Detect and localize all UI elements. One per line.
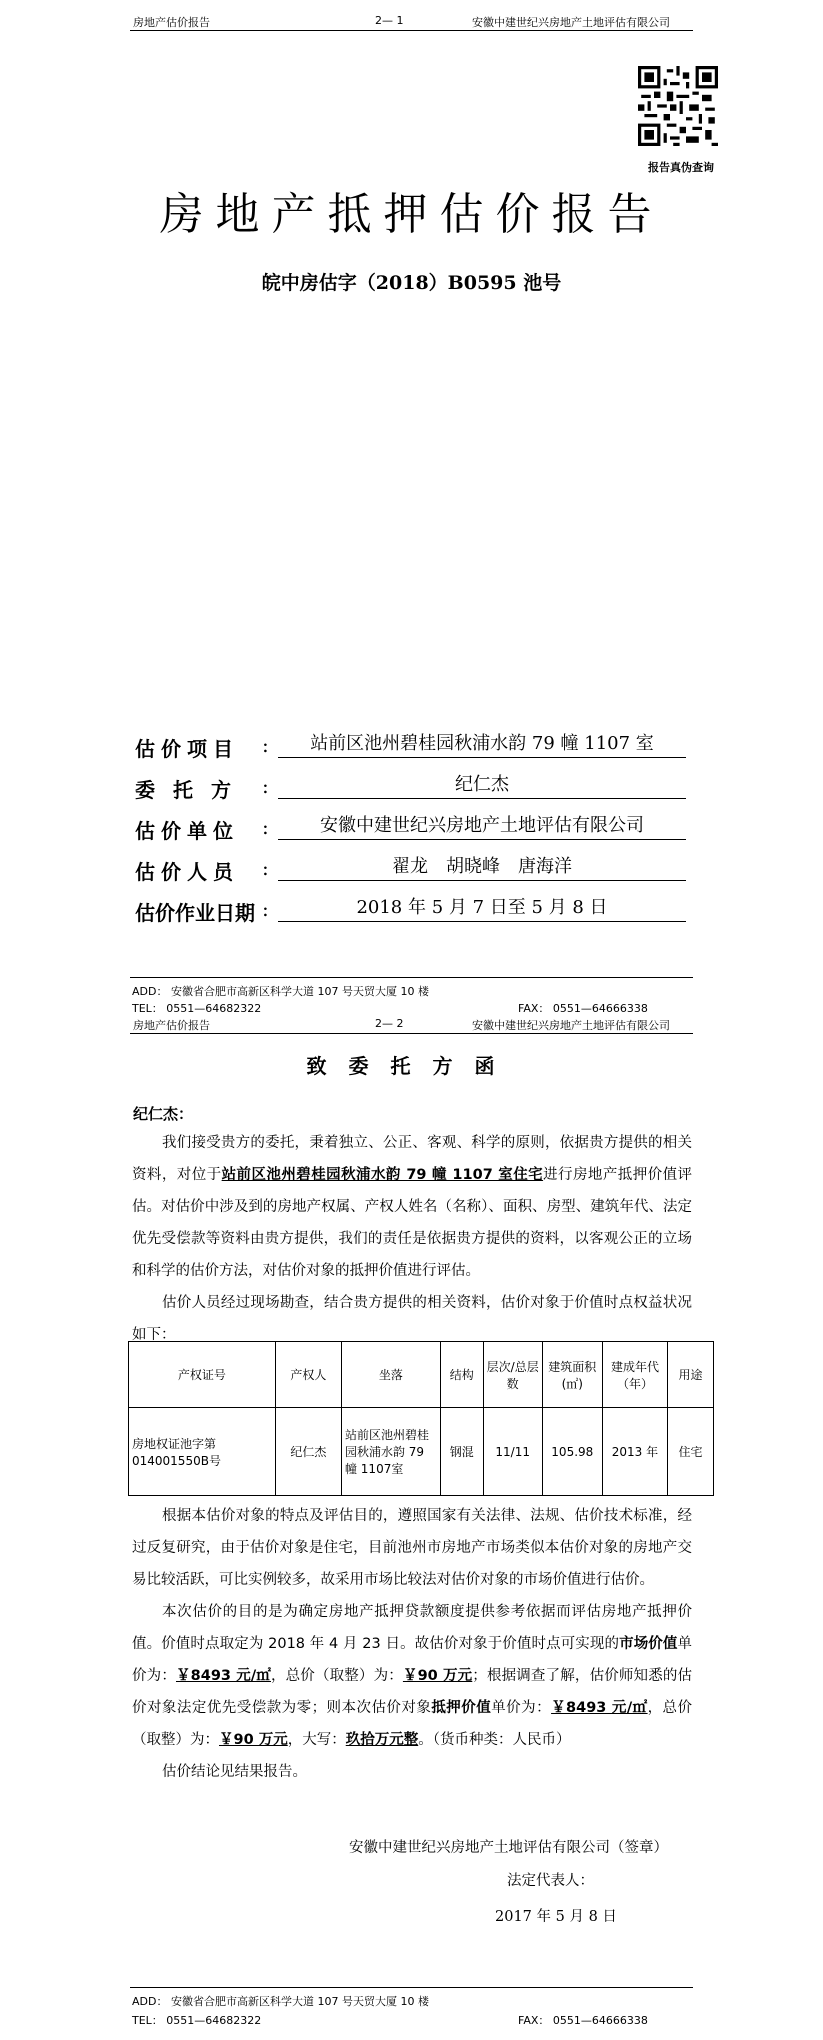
field-value-project: 站前区池州碧桂园秋浦水韵 79 幢 1107 室 <box>278 731 686 758</box>
header-right: 安徽中建世纪兴房地产土地评估有限公司 <box>472 1019 670 1032</box>
paragraph-2: 估价人员经过现场勘查，结合贵方提供的相关资料，估价对象于价值时点权益状况如下： <box>132 1295 692 1343</box>
table-header: 建筑面积(㎡) <box>542 1342 602 1408</box>
field-label-appraisers: 估价人员 <box>135 860 239 884</box>
paragraph-5: 估价结论见结果报告。 <box>162 1764 307 1780</box>
footer-address: ADD： 安徽省合肥市高新区科学大道 107 号天贸大厦 10 楼 <box>132 985 429 998</box>
signature-company: 安徽中建世纪兴房地产土地评估有限公司（签章） <box>349 1840 668 1856</box>
table-cell: 站前区池州碧桂园秋浦水韵 79 幢 1107室 <box>341 1408 440 1496</box>
table-cell: 2013 年 <box>602 1408 667 1496</box>
header-page-number: 2— 1 <box>375 14 404 27</box>
table-header: 坐落 <box>341 1342 440 1408</box>
header-right: 安徽中建世纪兴房地产土地评估有限公司 <box>472 16 670 29</box>
footer-tel: TEL： 0551—64682322 <box>132 2014 262 2027</box>
paragraph-3: 根据本估价对象的特点及评估目的，遵照国家有关法律、法规、估价技术标准，经过反复研究，由于估价对象是住宅，目前池州市房地产市场类似本估价对象的房地产交易比较活跃，可比实例较多，故采用市场比较法对估价对象的市场价值进行估价。 <box>132 1508 692 1588</box>
property-table <box>128 1341 714 1496</box>
field-label-project: 估价项目 <box>135 737 239 761</box>
qr-code-icon <box>638 66 718 146</box>
footer-rule <box>130 1987 693 1988</box>
table-cell: 房地权证池字第 014001550B号 <box>129 1408 276 1496</box>
footer-rule <box>130 977 693 978</box>
footer-fax: FAX： 0551—64666338 <box>518 1002 648 1015</box>
table-header: 产权人 <box>275 1342 341 1408</box>
header-left: 房地产估价报告 <box>133 1019 210 1032</box>
letter-title: 致委托方函 <box>306 1054 517 1078</box>
footer-tel: TEL： 0551—64682322 <box>132 1002 262 1015</box>
table-cell: 纪仁杰 <box>275 1408 341 1496</box>
table-cell: 钢混 <box>440 1408 483 1496</box>
field-value-appraisers: 翟龙 胡晓峰 唐海洋 <box>278 854 686 881</box>
field-label-work-date: 估价作业日期 <box>135 901 255 925</box>
table-cell: 11/11 <box>483 1408 542 1496</box>
table-header: 结构 <box>440 1342 483 1408</box>
table-header: 建成年代（年） <box>602 1342 667 1408</box>
table-row <box>129 1408 714 1496</box>
table-header: 产权证号 <box>129 1342 276 1408</box>
header-rule <box>130 30 693 31</box>
field-label-client: 委托方 <box>135 778 249 802</box>
table-header: 层次/总层数 <box>483 1342 542 1408</box>
table-cell: 住宅 <box>668 1408 714 1496</box>
signature-representative: 法定代表人： <box>507 1873 594 1889</box>
qr-caption: 报告真伪查询 <box>648 161 714 174</box>
property-address: 站前区池州碧桂园秋浦水韵 79 幢 1107 室住宅 <box>221 1167 544 1183</box>
footer-fax: FAX： 0551—64666338 <box>518 2014 648 2027</box>
header-page-number: 2— 2 <box>375 1017 404 1030</box>
signature-date: 2017 年 5 月 8 日 <box>495 1909 617 1925</box>
field-label-appraiser-unit: 估价单位 <box>135 819 239 843</box>
report-title: 房地产抵押估价报告 <box>159 189 664 240</box>
header-rule <box>130 1033 693 1034</box>
footer-address: ADD： 安徽省合肥市高新区科学大道 107 号天贸大厦 10 楼 <box>132 1995 429 2008</box>
table-header: 用途 <box>668 1342 714 1408</box>
field-value-work-date: 2018 年 5 月 7 日至 5 月 8 日 <box>278 895 686 922</box>
paragraph-1: 我们接受贵方的委托，秉着独立、公正、客观、科学的原则，依据贵方提供的相关资料，对位于站前区池州碧桂园秋浦水韵 79 幢 1107 室住宅进行房地产抵押价值评估。对估价中涉及到的房地产权属、产权人姓名（名称）、面积、房型、建筑年代、法定优先受偿款等资料由贵方提供，我们的责任是依据贵方提供的资料，以客观公正的立场和科学的估价方法，对估价对象的抵押价值进行评估。 <box>132 1135 693 1279</box>
header-left: 房地产估价报告 <box>133 16 210 29</box>
report-number: 皖中房估字（2018）B0595 池号 <box>261 272 562 294</box>
field-value-appraiser-unit: 安徽中建世纪兴房地产土地评估有限公司 <box>278 813 686 840</box>
salutation: 纪仁杰： <box>133 1105 194 1123</box>
table-cell: 105.98 <box>542 1408 602 1496</box>
field-value-client: 纪仁杰 <box>278 772 686 799</box>
paragraph-4: 本次估价的目的是为确定房地产抵押贷款额度提供参考依据而评估房地产抵押价值。价值时点取定为 2018 年 4 月 23 日。故估价对象于价值时点可实现的市场价值单价为：￥8493 元/㎡，总价（取整）为：￥90 万元；根据调查了解，估价师知悉的估价对象法定优先受偿款为零；则本次估价对象抵押价值单价为：￥8493 元/㎡，总价（取整）为：￥90 万元，大写：玖拾万元整。（货币种类：人民币） <box>132 1604 693 1748</box>
